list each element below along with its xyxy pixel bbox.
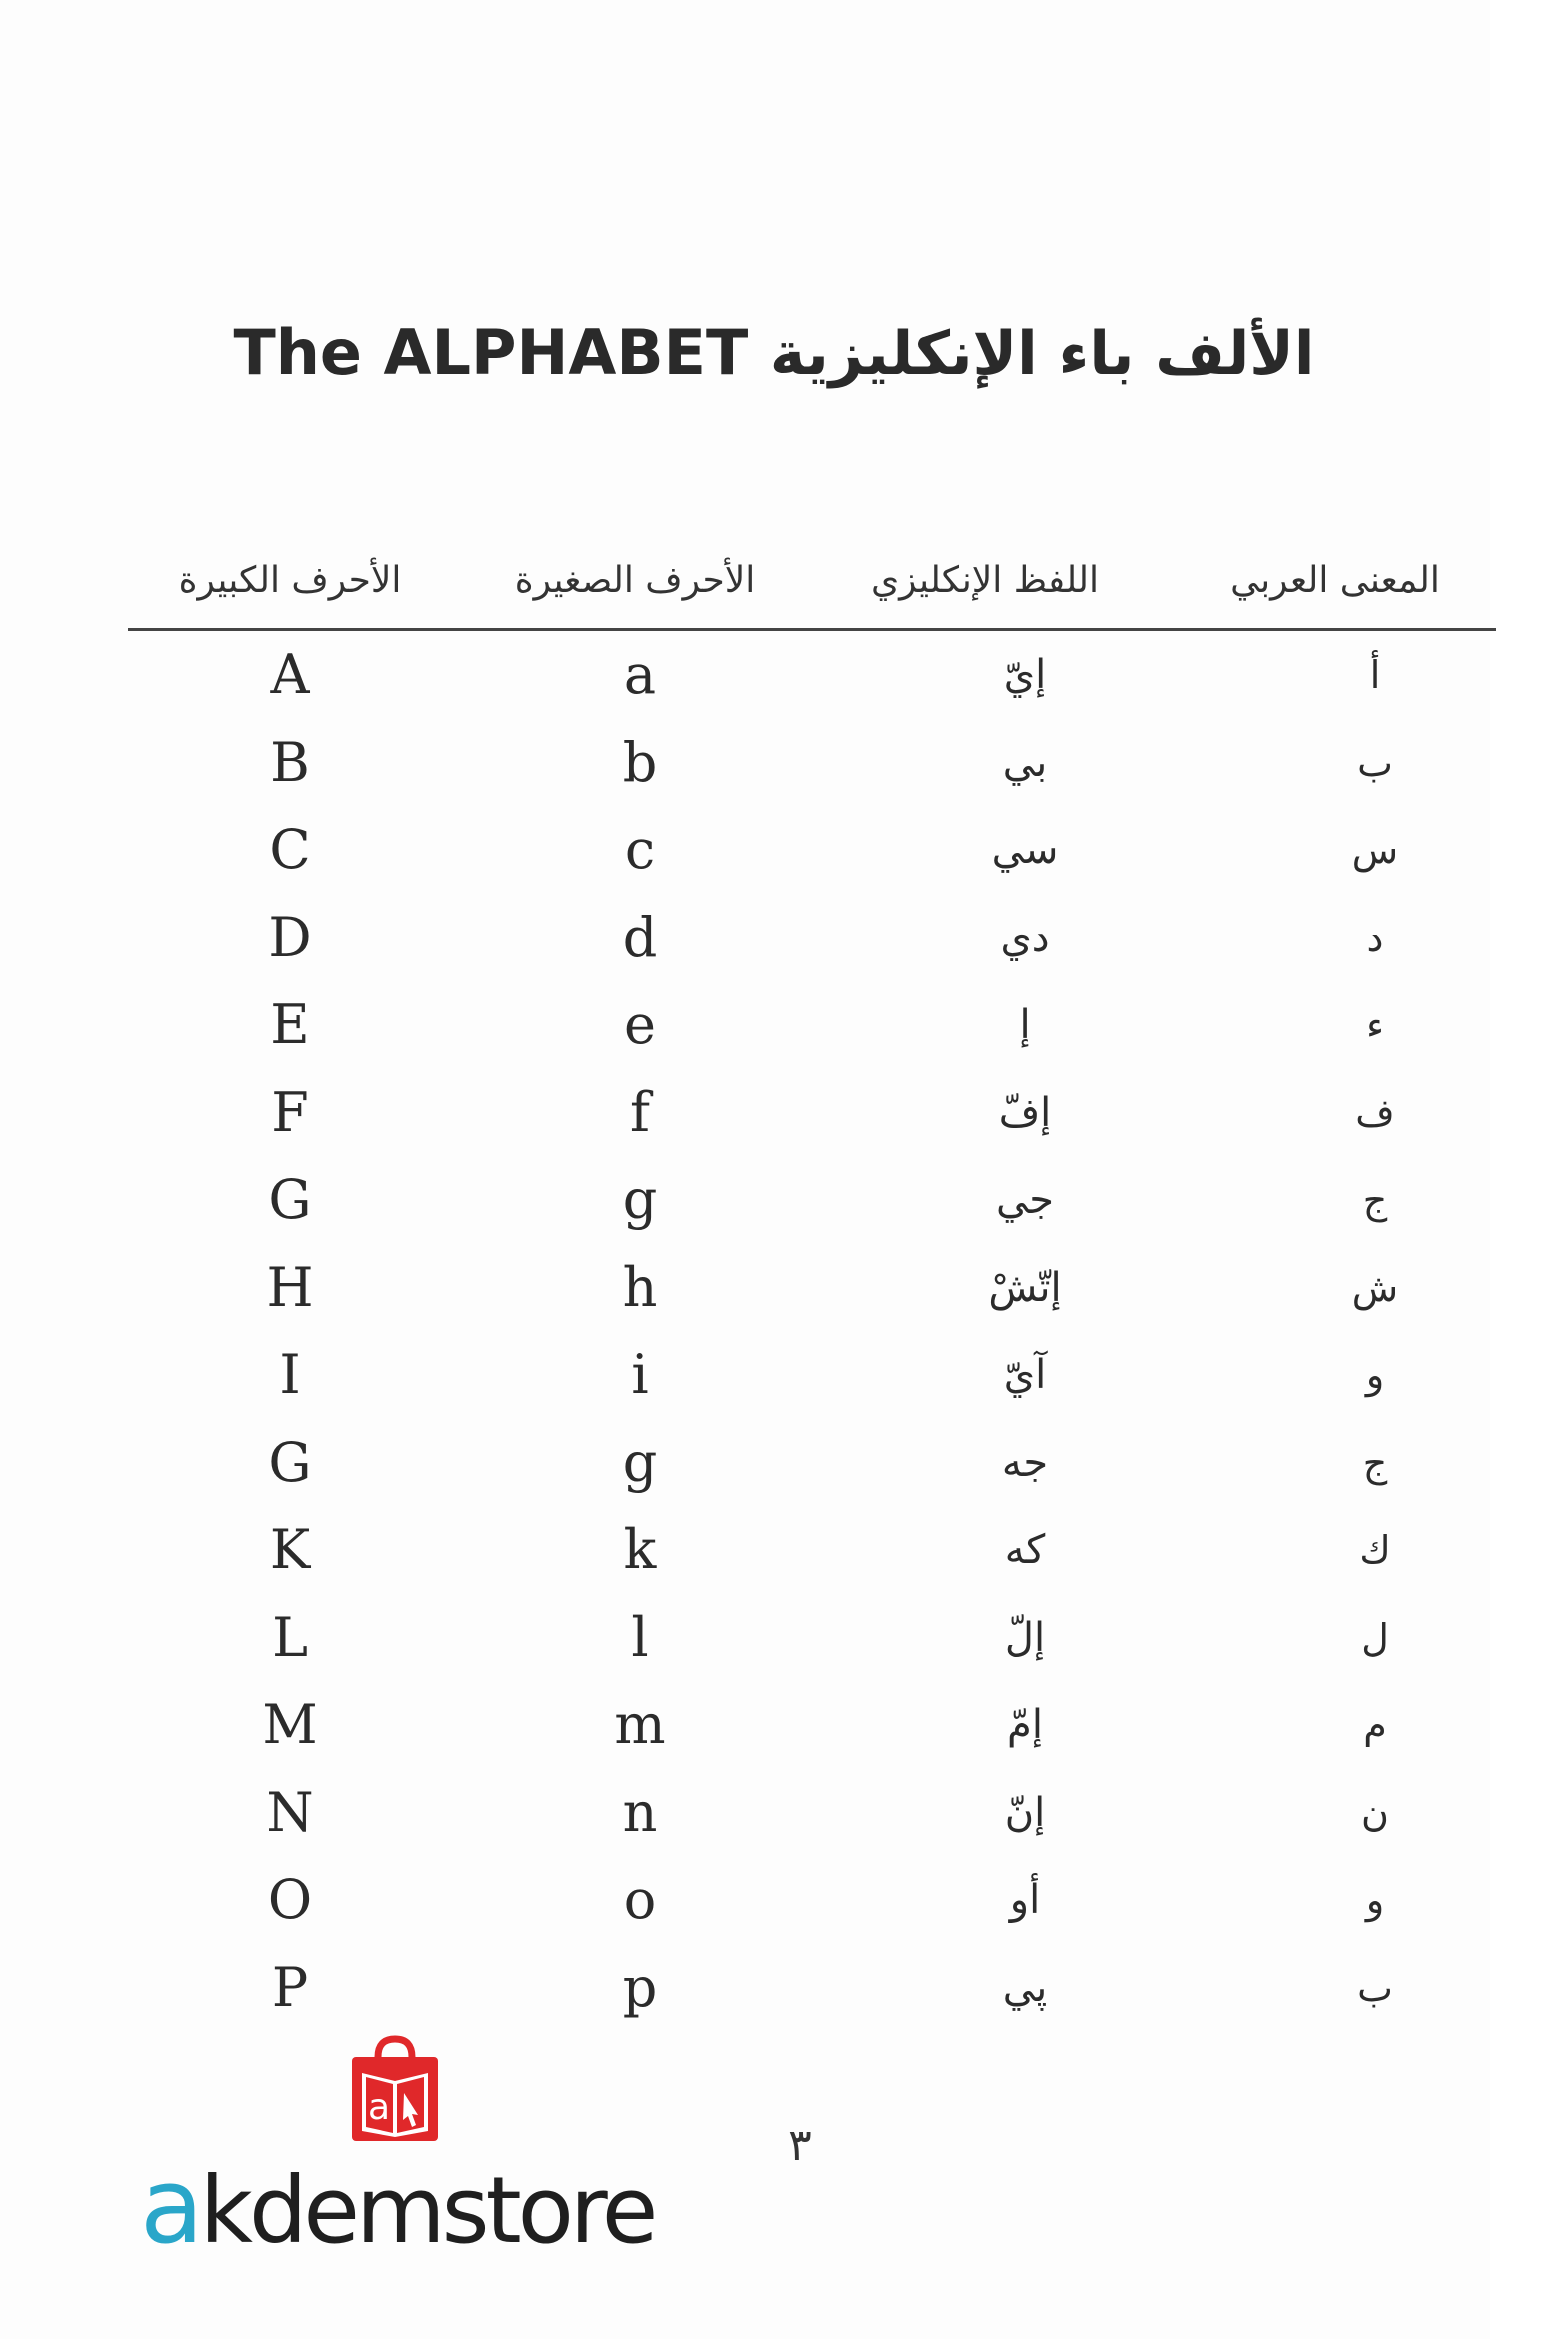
meaning-cell: ف bbox=[1355, 1090, 1395, 1135]
lowercase-letter: c bbox=[624, 818, 656, 881]
header-pronunciation: اللفظ الإنكليزي bbox=[871, 560, 1099, 601]
table-row bbox=[130, 640, 1495, 728]
uppercase-letter: B bbox=[270, 730, 310, 794]
meaning-cell: ل bbox=[1361, 1615, 1389, 1660]
pronunciation-cell: پي bbox=[1002, 1964, 1048, 2011]
meaning-cell: ك bbox=[1359, 1528, 1391, 1572]
lowercase-letter: g bbox=[622, 1168, 658, 1231]
uppercase-letter: G bbox=[268, 1168, 312, 1231]
header-lowercase: الأحرف الصغيرة bbox=[514, 560, 756, 601]
pronunciation-cell: إ bbox=[1019, 1002, 1031, 1048]
pronunciation-cell: إمّ bbox=[1007, 1702, 1043, 1748]
table-row bbox=[130, 1865, 1495, 1953]
uppercase-letter: F bbox=[271, 1080, 309, 1144]
pronunciation-cell: كه bbox=[1004, 1527, 1046, 1573]
alphabet-table bbox=[130, 640, 1495, 2040]
table-row bbox=[130, 815, 1495, 903]
pronunciation-cell: جه bbox=[1001, 1439, 1049, 1486]
table-row bbox=[130, 1165, 1495, 1253]
meaning-cell: س bbox=[1351, 828, 1399, 872]
table-row bbox=[130, 1953, 1495, 2041]
meaning-cell: ج bbox=[1362, 1440, 1388, 1485]
pronunciation-cell: إلّ bbox=[1004, 1614, 1046, 1661]
lowercase-letter: h bbox=[622, 1255, 658, 1319]
meaning-cell: ب bbox=[1357, 1965, 1393, 2010]
meaning-cell: م bbox=[1363, 1703, 1387, 1747]
store-logo bbox=[140, 2035, 660, 2265]
meaning-cell: ن bbox=[1361, 1790, 1389, 1835]
lowercase-letter: d bbox=[622, 905, 658, 969]
table-row bbox=[130, 1515, 1495, 1603]
uppercase-letter: E bbox=[270, 993, 310, 1056]
lowercase-letter: b bbox=[622, 730, 658, 794]
lowercase-letter: e bbox=[624, 993, 656, 1056]
pronunciation-cell: آيّ bbox=[1003, 1352, 1047, 1398]
svg-text:a: a bbox=[367, 2087, 391, 2128]
table-row bbox=[130, 1603, 1495, 1691]
uppercase-letter: O bbox=[267, 1868, 313, 1931]
uppercase-letter: A bbox=[270, 643, 310, 706]
pronunciation-cell: أو bbox=[1009, 1877, 1041, 1923]
pronunciation-cell: إفّ bbox=[998, 1089, 1052, 1136]
uppercase-letter: P bbox=[271, 1955, 309, 2019]
meaning-cell: ج bbox=[1362, 1178, 1388, 1222]
lowercase-letter: g bbox=[622, 1430, 658, 1494]
uppercase-letter: H bbox=[266, 1255, 314, 1319]
meaning-cell: ب bbox=[1357, 740, 1393, 785]
pronunciation-cell: دي bbox=[1000, 914, 1050, 961]
uppercase-letter: D bbox=[268, 905, 312, 969]
meaning-cell: أ bbox=[1369, 653, 1381, 697]
table-row bbox=[130, 728, 1495, 816]
meaning-cell: و bbox=[1365, 1353, 1385, 1397]
pronunciation-cell: جي bbox=[995, 1177, 1055, 1223]
uppercase-letter: N bbox=[266, 1780, 314, 1844]
page-title bbox=[0, 316, 1548, 389]
table-row bbox=[130, 1690, 1495, 1778]
header-uppercase: الأحرف الكبيرة bbox=[178, 560, 402, 601]
uppercase-letter: L bbox=[272, 1605, 308, 1669]
pronunciation-cell: إيّ bbox=[1003, 652, 1047, 698]
table-row bbox=[130, 1253, 1495, 1341]
lowercase-letter: i bbox=[631, 1343, 649, 1406]
uppercase-letter: G bbox=[268, 1430, 312, 1494]
pronunciation-cell: سي bbox=[991, 827, 1059, 873]
table-row bbox=[130, 1078, 1495, 1166]
table-row bbox=[130, 1340, 1495, 1428]
page-number: ٣ bbox=[788, 2120, 812, 2171]
title-english: The ALPHABET bbox=[233, 316, 749, 389]
pronunciation-cell: إنّ bbox=[1004, 1789, 1046, 1836]
lowercase-letter: a bbox=[623, 643, 657, 706]
uppercase-letter: I bbox=[279, 1343, 301, 1406]
table-row bbox=[130, 1428, 1495, 1516]
meaning-cell: ء bbox=[1366, 1003, 1384, 1047]
title-arabic: الألف باء الإنكليزية bbox=[769, 319, 1315, 389]
lowercase-letter: l bbox=[631, 1605, 649, 1669]
table-row bbox=[130, 1778, 1495, 1866]
uppercase-letter: K bbox=[269, 1518, 311, 1581]
lowercase-letter: k bbox=[623, 1518, 657, 1581]
header-meaning: المعنى العربي bbox=[1230, 560, 1440, 601]
table-row bbox=[130, 990, 1495, 1078]
lowercase-letter: o bbox=[623, 1868, 657, 1931]
table-row bbox=[130, 903, 1495, 991]
header-divider bbox=[128, 628, 1496, 631]
meaning-cell: د bbox=[1366, 915, 1384, 960]
logo-text-rest: kdemstore bbox=[199, 2157, 655, 2264]
uppercase-letter: C bbox=[269, 818, 311, 881]
meaning-cell: ش bbox=[1351, 1265, 1399, 1310]
meaning-cell: و bbox=[1365, 1878, 1385, 1922]
shopping-bag-book-icon bbox=[340, 2035, 450, 2145]
pronunciation-cell: بي bbox=[1002, 739, 1048, 786]
table-header bbox=[130, 560, 1495, 630]
lowercase-letter: p bbox=[622, 1955, 658, 2019]
uppercase-letter: M bbox=[262, 1693, 318, 1756]
logo-wordmark bbox=[140, 2145, 654, 2267]
pronunciation-cell: إتّشْ bbox=[988, 1264, 1062, 1311]
lowercase-letter: f bbox=[630, 1080, 650, 1144]
lowercase-letter: n bbox=[622, 1780, 658, 1844]
logo-letter-a: a bbox=[140, 2145, 200, 2267]
lowercase-letter: m bbox=[614, 1693, 666, 1756]
